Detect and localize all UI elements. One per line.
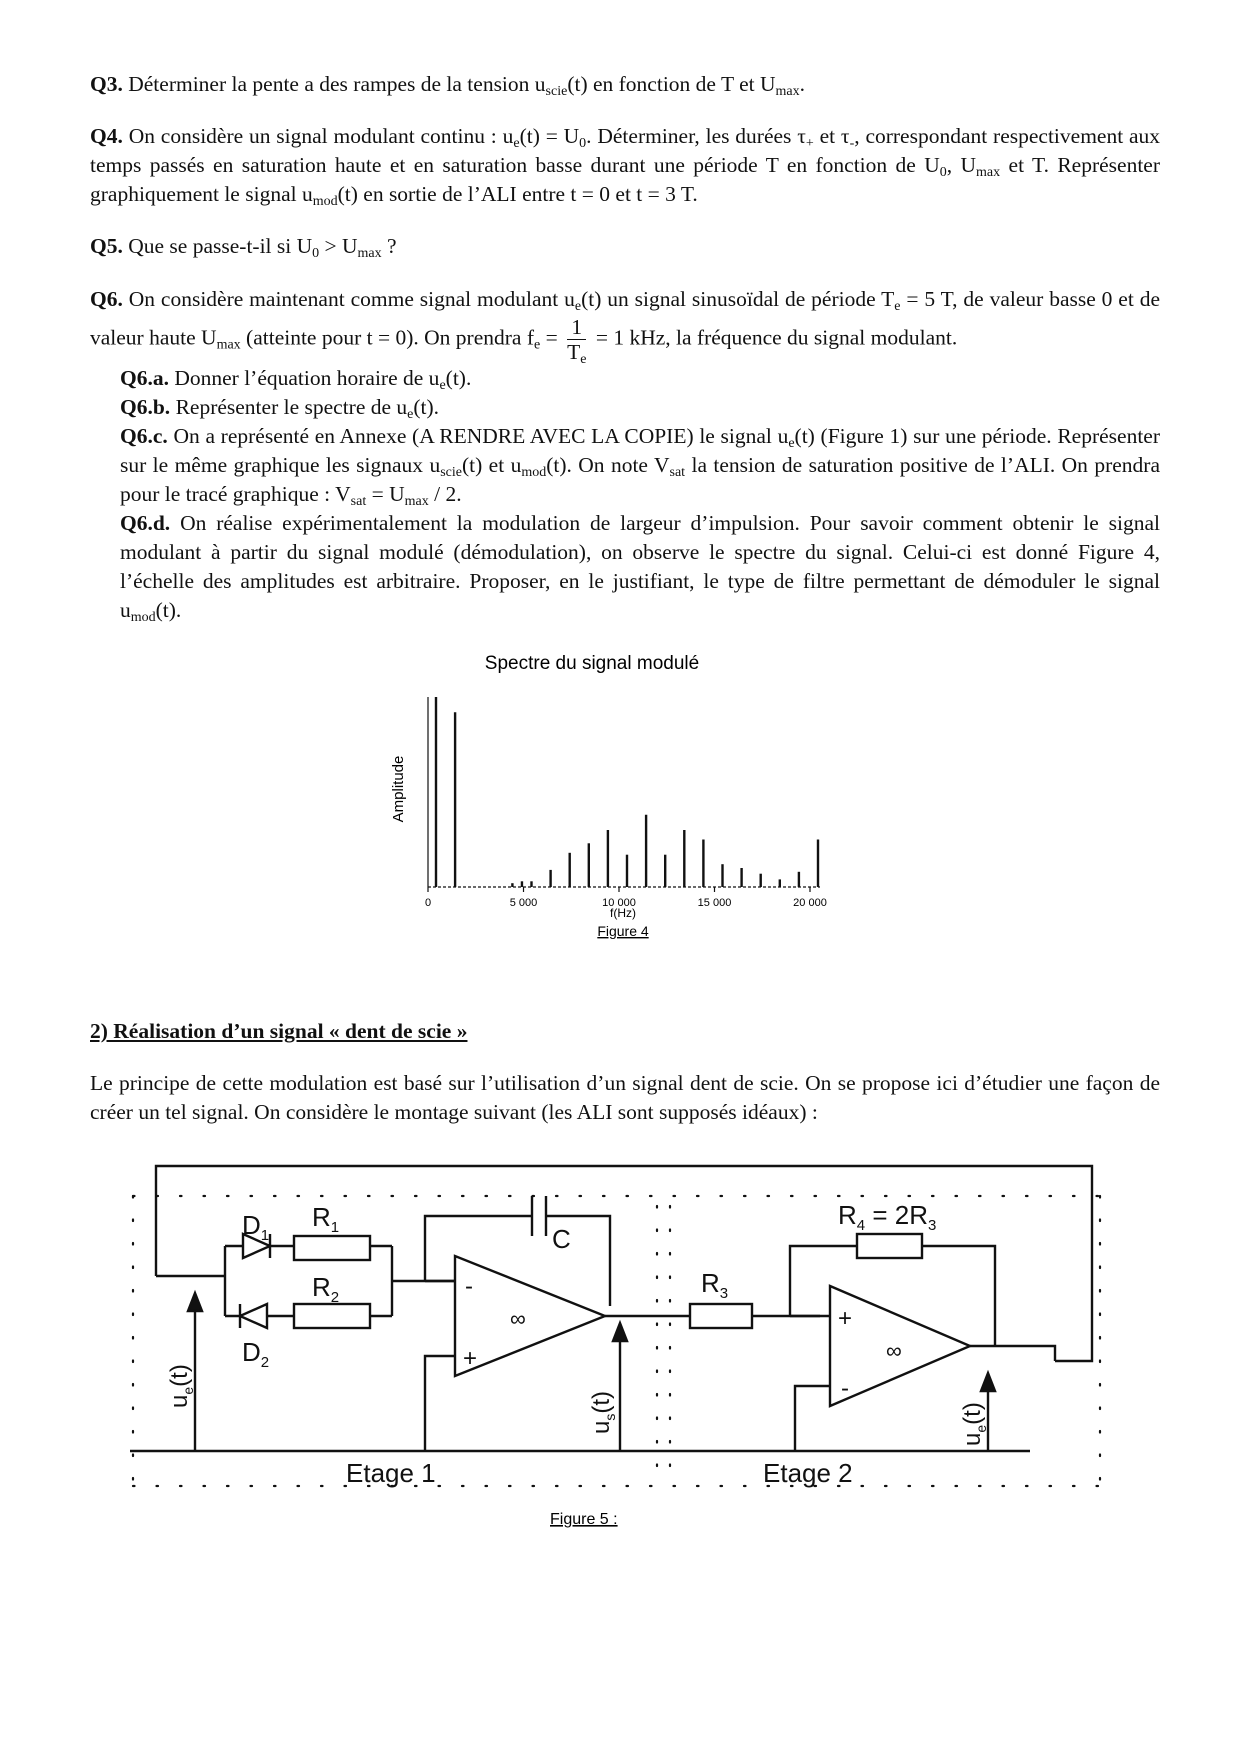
x-tick-label: 5 000 <box>509 897 538 909</box>
label-ue-input: $u_e(t)$ <box>166 1364 196 1408</box>
diode-d2 <box>240 1304 267 1328</box>
question-q6d: Q6.d. On réalise expérimentalement la modulation de largeur d’impulsion. Pour savoir comment obtenir le signal modulant à partir du signal modulé (démodulation), on observe le spectre du signal. Celui-ci est donné Figure 4, l’échelle des amplitudes est arbitraire. Proposer, en le justifiant, le type de filtre permettant de démoduler le signal $u_{mod}(t)$. <box>120 511 1160 625</box>
resistor-r2 <box>294 1304 370 1328</box>
label-r1: $R_1$ <box>312 1202 340 1236</box>
label-r4: $R_4 = 2R_3$ <box>838 1200 937 1234</box>
resistor-r3 <box>690 1304 752 1328</box>
chart-ylabel: Amplitude <box>390 755 407 823</box>
opamp1-minus: - <box>465 1273 473 1300</box>
question-q6: Q6. On considère maintenant comme signal modulant $u_e(t)$ un signal sinusoïdal de période $T_e = 5$ T, de valeur basse 0 et de valeur haute $U_{max}$ (atteinte pour t = 0). On prendra $f_e$ = $\frac{1}{T_e}$ = 1 kHz, la fréquence du signal modulant. <box>90 287 1161 367</box>
x-tick-label: 10 000 <box>602 897 636 909</box>
figure5-caption: Figure 5 : <box>550 1511 618 1528</box>
x-tick-label: 0 <box>424 897 432 909</box>
resistor-r1 <box>294 1236 370 1260</box>
question-q6c: Q6.c. On a représenté en Annexe (A RENDRE AVEC LA COPIE) le signal $u_e(t)$ (Figure 1) sur une période. Représenter sur le même graphique les signaux $u_{scie}(t)$ et $u_{mod}(t)$. On note $V_{sat}$ la tension de saturation positive de l’ALI. On prendra pour le tracé graphique : $V_{sat} = U_{max} / 2$. <box>120 424 1161 509</box>
diodes <box>240 1234 270 1328</box>
label-stage2: Etage 2 <box>763 1458 853 1488</box>
x-tick-label: 15 000 <box>697 897 732 909</box>
page-content <box>90 70 1160 1576</box>
chart-xlabel: f(Hz) <box>610 906 636 920</box>
label-us: $u_s(t)$ <box>588 1390 618 1434</box>
question-q6a: Q6.a. Donner l’équation horaire de $u_e(t)$. <box>120 366 472 393</box>
circuit-labels <box>166 1200 989 1488</box>
opamp2-infinity: ∞ <box>886 1338 902 1363</box>
label-c: C <box>552 1224 571 1254</box>
opamp1-plus: + <box>463 1345 478 1372</box>
x-tick-label: 20 000 <box>793 897 827 909</box>
opamp1-infinity: ∞ <box>510 1306 526 1331</box>
figure4-caption: Figure 4 <box>597 923 649 939</box>
q6-label: Q6. <box>90 287 123 311</box>
spectrum-chart <box>380 647 840 992</box>
label-r2: $R_2$ <box>312 1272 340 1306</box>
resistor-r4 <box>857 1234 922 1258</box>
label-stage1: Etage 1 <box>346 1458 436 1488</box>
label-d1: $D_1$ <box>242 1210 270 1244</box>
q5-label: Q5. <box>90 234 123 258</box>
opamp2-plus: + <box>838 1305 853 1332</box>
label-r3: $R_3$ <box>701 1268 729 1302</box>
q3-label: Q3. <box>90 72 123 96</box>
question-q6b: Q6.b. Représenter le spectre de $u_e(t)$. <box>120 395 440 422</box>
opamp2-minus: - <box>841 1375 849 1402</box>
chart-title: Spectre du signal modulé <box>484 653 700 674</box>
label-ue-output: $u_e(t)$ <box>959 1402 989 1446</box>
question-q3: Q3. Déterminer la pente a des rampes de la tension $u_{scie}(t)$ en fonction de T et $U_{max}$. <box>90 72 805 99</box>
opamp-1 <box>455 1256 605 1376</box>
question-q5: Q5. Que se passe-t-il si $U_0 > U_{max}$ ? <box>90 234 397 261</box>
section-2-title: 2) Réalisation d’un signal « dent de scie » <box>90 1019 468 1043</box>
circuit-diagram <box>90 1146 1160 1576</box>
label-d2: $D_2$ <box>242 1337 270 1371</box>
capacitor-c <box>532 1196 546 1236</box>
bar-group <box>436 697 818 887</box>
fraction-1-over-te: $\frac{1}{T_e}$ <box>567 315 587 367</box>
q4-label: Q4. <box>90 124 123 148</box>
question-q4: Q4. On considère un signal modulant continu : $u_e(t) = U_0$. Déterminer, les durées $\tau_+$ et $\tau_-$, correspondant respectivement aux temps passés en saturation haute et en saturation basse durant une période T en fonction de $U_0$, $U_{max}$ et T. Représenter graphiquement le signal $u_{mod}(t)$ en sortie de l’ALI entre t = 0 et t = 3 T. <box>90 124 1161 209</box>
intro-paragraph: Le principe de cette modulation est basé sur l’utilisation d’un signal dent de scie. On se propose ici d’étudier une façon de créer un tel signal. On considère le montage suivant (les ALI sont supposés idéaux) : <box>90 1071 1160 1124</box>
